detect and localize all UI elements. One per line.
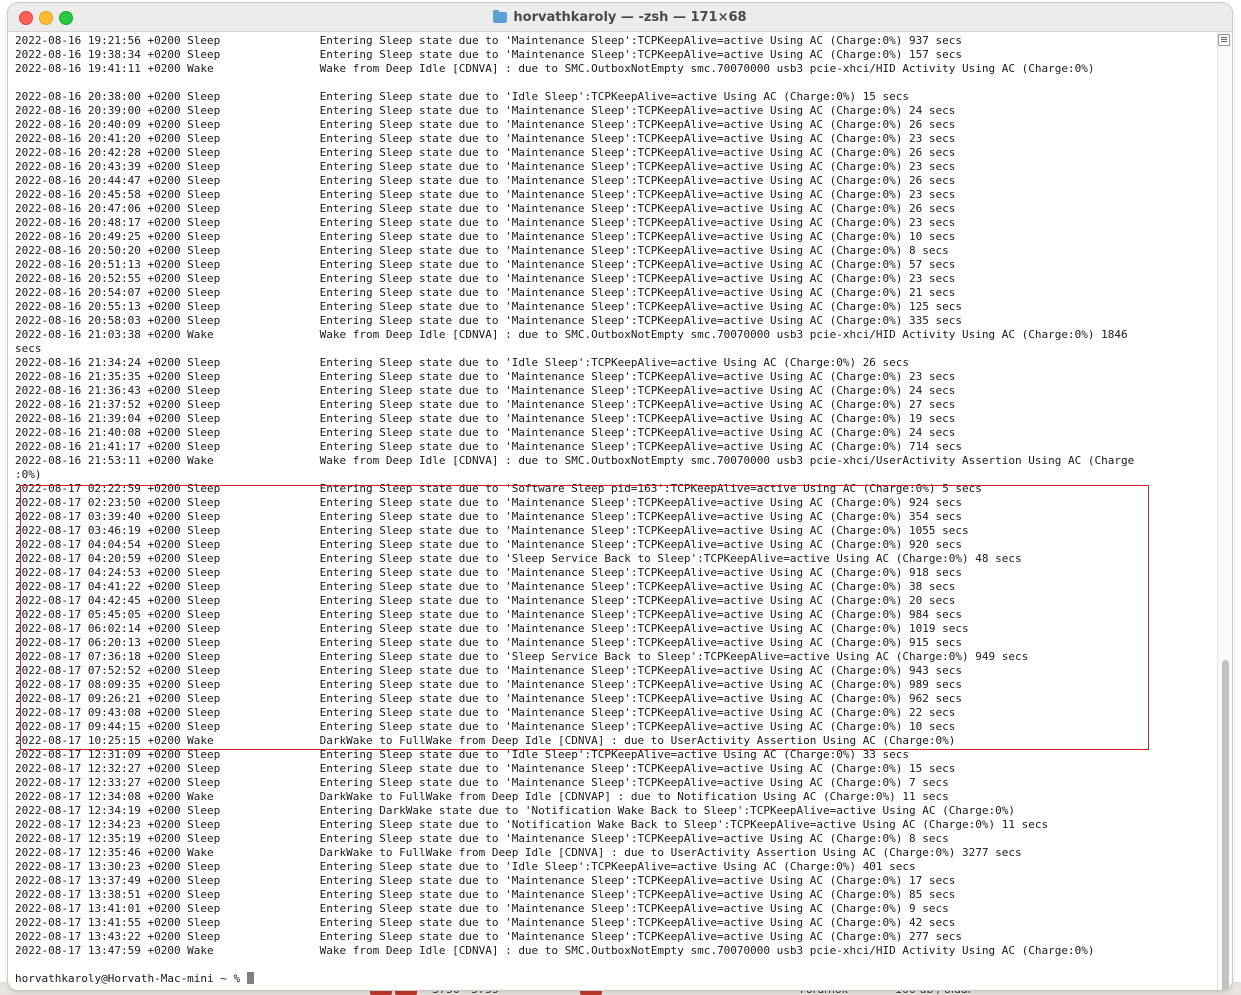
terminal-line: 2022-08-17 13:38:51 +0200 Sleep Entering Sleep state due to 'Maintenance Sleep':TCPKeepAlive=active Using AC (Charge:0%) 85 secs	[15, 888, 956, 901]
terminal-line: 2022-08-16 21:40:08 +0200 Sleep Entering Sleep state due to 'Maintenance Sleep':TCPKeepAlive=active Using AC (Charge:0%) 24 secs	[15, 426, 956, 439]
terminal-line: 2022-08-16 21:36:43 +0200 Sleep Entering Sleep state due to 'Maintenance Sleep':TCPKeepAlive=active Using AC (Charge:0%) 24 secs	[15, 384, 956, 397]
terminal-line: 2022-08-17 07:52:52 +0200 Sleep Entering Sleep state due to 'Maintenance Sleep':TCPKeepAlive=active Using AC (Charge:0%) 943 secs	[15, 664, 963, 677]
terminal-line: 2022-08-16 19:21:56 +0200 Sleep Entering Sleep state due to 'Maintenance Sleep':TCPKeepAlive=active Using AC (Charge:0%) 937 secs	[15, 34, 963, 47]
terminal-line: :0%)	[15, 468, 42, 481]
terminal-line: 2022-08-16 21:39:04 +0200 Sleep Entering Sleep state due to 'Maintenance Sleep':TCPKeepAlive=active Using AC (Charge:0%) 19 secs	[15, 412, 956, 425]
title-bar[interactable]	[8, 3, 1232, 32]
terminal-line: 2022-08-16 20:58:03 +0200 Sleep Entering Sleep state due to 'Maintenance Sleep':TCPKeepAlive=active Using AC (Charge:0%) 335 secs	[15, 314, 963, 327]
terminal-line: 2022-08-17 12:35:46 +0200 Wake DarkWake to FullWake from Deep Idle [CDNVA] : due to UserActivity Assertion Using AC (Charge:0%) 3277 secs	[15, 846, 1022, 859]
terminal-line: 2022-08-16 20:52:55 +0200 Sleep Entering Sleep state due to 'Maintenance Sleep':TCPKeepAlive=active Using AC (Charge:0%) 23 secs	[15, 272, 956, 285]
terminal-line: 2022-08-17 13:41:55 +0200 Sleep Entering Sleep state due to 'Maintenance Sleep':TCPKeepAlive=active Using AC (Charge:0%) 42 secs	[15, 916, 956, 929]
terminal-line: 2022-08-17 12:35:19 +0200 Sleep Entering Sleep state due to 'Maintenance Sleep':TCPKeepAlive=active Using AC (Charge:0%) 8 secs	[15, 832, 949, 845]
terminal-line: 2022-08-16 20:40:09 +0200 Sleep Entering Sleep state due to 'Maintenance Sleep':TCPKeepAlive=active Using AC (Charge:0%) 26 secs	[15, 118, 956, 131]
terminal-line: 2022-08-16 20:39:00 +0200 Sleep Entering Sleep state due to 'Maintenance Sleep':TCPKeepAlive=active Using AC (Charge:0%) 24 secs	[15, 104, 956, 117]
terminal-line: 2022-08-16 20:49:25 +0200 Sleep Entering Sleep state due to 'Maintenance Sleep':TCPKeepAlive=active Using AC (Charge:0%) 10 secs	[15, 230, 956, 243]
terminal-line: 2022-08-17 02:23:50 +0200 Sleep Entering Sleep state due to 'Maintenance Sleep':TCPKeepAlive=active Using AC (Charge:0%) 924 secs	[15, 496, 963, 509]
terminal-line: 2022-08-17 12:34:19 +0200 Sleep Entering DarkWake state due to 'Notification Wake Back to Sleep':TCPKeepAlive=active Using AC (Charge:0%)	[15, 804, 1016, 817]
terminal-line: 2022-08-17 12:32:27 +0200 Sleep Entering Sleep state due to 'Maintenance Sleep':TCPKeepAlive=active Using AC (Charge:0%) 15 secs	[15, 762, 956, 775]
terminal-line: 2022-08-16 21:41:17 +0200 Sleep Entering Sleep state due to 'Maintenance Sleep':TCPKeepAlive=active Using AC (Charge:0%) 714 secs	[15, 440, 963, 453]
terminal-line: 2022-08-17 09:44:15 +0200 Sleep Entering Sleep state due to 'Maintenance Sleep':TCPKeepAlive=active Using AC (Charge:0%) 10 secs	[15, 720, 956, 733]
shell-prompt[interactable]	[15, 972, 1218, 986]
terminal-line: 2022-08-16 20:51:13 +0200 Sleep Entering Sleep state due to 'Maintenance Sleep':TCPKeepAlive=active Using AC (Charge:0%) 57 secs	[15, 258, 956, 271]
scrollbar-thumb[interactable]	[1222, 660, 1229, 990]
terminal-line: 2022-08-17 04:04:54 +0200 Sleep Entering Sleep state due to 'Maintenance Sleep':TCPKeepAlive=active Using AC (Charge:0%) 920 secs	[15, 538, 963, 551]
terminal-line: 2022-08-16 20:48:17 +0200 Sleep Entering Sleep state due to 'Maintenance Sleep':TCPKeepAlive=active Using AC (Charge:0%) 23 secs	[15, 216, 956, 229]
terminal-line: 2022-08-17 04:20:59 +0200 Sleep Entering Sleep state due to 'Sleep Service Back to Sleep':TCPKeepAlive=active Using AC (Charge:0%) 48 secs	[15, 552, 1022, 565]
terminal-line: 2022-08-17 08:09:35 +0200 Sleep Entering Sleep state due to 'Maintenance Sleep':TCPKeepAlive=active Using AC (Charge:0%) 989 secs	[15, 678, 963, 691]
terminal-line: 2022-08-17 05:45:05 +0200 Sleep Entering Sleep state due to 'Maintenance Sleep':TCPKeepAlive=active Using AC (Charge:0%) 984 secs	[15, 608, 963, 621]
terminal-line: 2022-08-16 21:03:38 +0200 Wake Wake from Deep Idle [CDNVA] : due to SMC.OutboxNotEmpty smc.70070000 usb3 pcie-xhci/HID Activity Using AC (Charge:0%) 1846	[15, 328, 1128, 341]
terminal-line: 2022-08-17 12:31:09 +0200 Sleep Entering Sleep state due to 'Idle Sleep':TCPKeepAlive=active Using AC (Charge:0%) 33 secs	[15, 748, 910, 761]
terminal-window	[8, 3, 1232, 990]
marks-menu-icon[interactable]	[1218, 34, 1230, 46]
terminal-line: 2022-08-17 07:36:18 +0200 Sleep Entering Sleep state due to 'Sleep Service Back to Sleep':TCPKeepAlive=active Using AC (Charge:0%) 949 secs	[15, 650, 1029, 663]
terminal-line: 2022-08-17 12:34:23 +0200 Sleep Entering Sleep state due to 'Notification Wake Back to Sleep':TCPKeepAlive=active Using AC (Charge:0%) 11 secs	[15, 818, 1049, 831]
text-cursor	[247, 972, 254, 984]
vertical-scrollbar[interactable]	[1217, 32, 1232, 990]
terminal-line	[15, 76, 1218, 90]
terminal-line: 2022-08-17 12:34:08 +0200 Wake DarkWake to FullWake from Deep Idle [CDNVAP] : due to Notification Using AC (Charge:0%) 11 secs	[15, 790, 949, 803]
terminal-line: 2022-08-17 10:25:15 +0200 Wake DarkWake to FullWake from Deep Idle [CDNVA] : due to UserActivity Assertion Using AC (Charge:0%)	[15, 734, 956, 747]
terminal-line: 2022-08-17 03:46:19 +0200 Sleep Entering Sleep state due to 'Maintenance Sleep':TCPKeepAlive=active Using AC (Charge:0%) 1055 secs	[15, 524, 969, 537]
terminal-line: 2022-08-17 04:41:22 +0200 Sleep Entering Sleep state due to 'Maintenance Sleep':TCPKeepAlive=active Using AC (Charge:0%) 38 secs	[15, 580, 956, 593]
terminal-line: 2022-08-17 13:43:22 +0200 Sleep Entering Sleep state due to 'Maintenance Sleep':TCPKeepAlive=active Using AC (Charge:0%) 277 secs	[15, 930, 963, 943]
terminal-line: 2022-08-16 20:50:20 +0200 Sleep Entering Sleep state due to 'Maintenance Sleep':TCPKeepAlive=active Using AC (Charge:0%) 8 secs	[15, 244, 949, 257]
terminal-line: 2022-08-16 20:47:06 +0200 Sleep Entering Sleep state due to 'Maintenance Sleep':TCPKeepAlive=active Using AC (Charge:0%) 26 secs	[15, 202, 956, 215]
terminal-line: 2022-08-17 09:43:08 +0200 Sleep Entering Sleep state due to 'Maintenance Sleep':TCPKeepAlive=active Using AC (Charge:0%) 22 secs	[15, 706, 956, 719]
terminal-line: 2022-08-17 03:39:40 +0200 Sleep Entering Sleep state due to 'Maintenance Sleep':TCPKeepAlive=active Using AC (Charge:0%) 354 secs	[15, 510, 963, 523]
window-title-container	[8, 3, 1232, 31]
terminal-line: 2022-08-17 12:33:27 +0200 Sleep Entering Sleep state due to 'Maintenance Sleep':TCPKeepAlive=active Using AC (Charge:0%) 7 secs	[15, 776, 949, 789]
terminal-line: 2022-08-17 04:24:53 +0200 Sleep Entering Sleep state due to 'Maintenance Sleep':TCPKeepAlive=active Using AC (Charge:0%) 918 secs	[15, 566, 963, 579]
folder-icon	[493, 12, 507, 23]
terminal-line: 2022-08-16 20:43:39 +0200 Sleep Entering Sleep state due to 'Maintenance Sleep':TCPKeepAlive=active Using AC (Charge:0%) 23 secs	[15, 160, 956, 173]
terminal-line: 2022-08-17 06:02:14 +0200 Sleep Entering Sleep state due to 'Maintenance Sleep':TCPKeepAlive=active Using AC (Charge:0%) 1019 secs	[15, 622, 969, 635]
terminal-line: 2022-08-16 20:44:47 +0200 Sleep Entering Sleep state due to 'Maintenance Sleep':TCPKeepAlive=active Using AC (Charge:0%) 26 secs	[15, 174, 956, 187]
terminal-line: 2022-08-17 04:42:45 +0200 Sleep Entering Sleep state due to 'Maintenance Sleep':TCPKeepAlive=active Using AC (Charge:0%) 20 secs	[15, 594, 956, 607]
window-title: horvathkaroly — -zsh — 171×68	[513, 9, 747, 25]
terminal-line: 2022-08-16 21:35:35 +0200 Sleep Entering Sleep state due to 'Maintenance Sleep':TCPKeepAlive=active Using AC (Charge:0%) 23 secs	[15, 370, 956, 383]
terminal-line: 2022-08-16 20:45:58 +0200 Sleep Entering Sleep state due to 'Maintenance Sleep':TCPKeepAlive=active Using AC (Charge:0%) 23 secs	[15, 188, 956, 201]
terminal-line: 2022-08-16 19:41:11 +0200 Wake Wake from Deep Idle [CDNVA] : due to SMC.OutboxNotEmpty smc.70070000 usb3 pcie-xhci/HID Activity Using AC (Charge:0%)	[15, 62, 1095, 75]
terminal-line: 2022-08-16 20:41:20 +0200 Sleep Entering Sleep state due to 'Maintenance Sleep':TCPKeepAlive=active Using AC (Charge:0%) 23 secs	[15, 132, 956, 145]
terminal-line: secs	[15, 342, 42, 355]
terminal-line: 2022-08-16 20:54:07 +0200 Sleep Entering Sleep state due to 'Maintenance Sleep':TCPKeepAlive=active Using AC (Charge:0%) 21 secs	[15, 286, 956, 299]
terminal-line: 2022-08-16 20:42:28 +0200 Sleep Entering Sleep state due to 'Maintenance Sleep':TCPKeepAlive=active Using AC (Charge:0%) 26 secs	[15, 146, 956, 159]
terminal-line: 2022-08-16 21:34:24 +0200 Sleep Entering Sleep state due to 'Idle Sleep':TCPKeepAlive=active Using AC (Charge:0%) 26 secs	[15, 356, 910, 369]
terminal-line: 2022-08-17 06:20:13 +0200 Sleep Entering Sleep state due to 'Maintenance Sleep':TCPKeepAlive=active Using AC (Charge:0%) 915 secs	[15, 636, 963, 649]
terminal-line: 2022-08-17 09:26:21 +0200 Sleep Entering Sleep state due to 'Maintenance Sleep':TCPKeepAlive=active Using AC (Charge:0%) 962 secs	[15, 692, 963, 705]
terminal-line: 2022-08-16 19:38:34 +0200 Sleep Entering Sleep state due to 'Maintenance Sleep':TCPKeepAlive=active Using AC (Charge:0%) 157 secs	[15, 48, 963, 61]
terminal-line: 2022-08-16 21:53:11 +0200 Wake Wake from Deep Idle [CDNVA] : due to SMC.OutboxNotEmpty smc.70070000 usb3 pcie-xhci/UserActivity Assertion Using AC (Charge	[15, 454, 1135, 467]
terminal-line: 2022-08-17 13:47:59 +0200 Wake Wake from Deep Idle [CDNVA] : due to SMC.OutboxNotEmpty smc.70070000 usb3 pcie-xhci/HID Activity Using AC (Charge:0%)	[15, 944, 1095, 957]
terminal-line: 2022-08-17 13:41:01 +0200 Sleep Entering Sleep state due to 'Maintenance Sleep':TCPKeepAlive=active Using AC (Charge:0%) 9 secs	[15, 902, 949, 915]
highlight-annotation-box	[20, 485, 1149, 750]
prompt-text: horvathkaroly@Horvath-Mac-mini ~ %	[15, 972, 247, 985]
terminal-line: 2022-08-17 13:37:49 +0200 Sleep Entering Sleep state due to 'Maintenance Sleep':TCPKeepAlive=active Using AC (Charge:0%) 17 secs	[15, 874, 956, 887]
terminal-line: 2022-08-16 20:55:13 +0200 Sleep Entering Sleep state due to 'Maintenance Sleep':TCPKeepAlive=active Using AC (Charge:0%) 125 secs	[15, 300, 963, 313]
terminal-line: 2022-08-17 02:22:59 +0200 Sleep Entering Sleep state due to 'Software Sleep pid=163':TCPKeepAlive=active Using AC (Charge:0%) 5 secs	[15, 482, 982, 495]
terminal-line: 2022-08-17 13:30:23 +0200 Sleep Entering Sleep state due to 'Idle Sleep':TCPKeepAlive=active Using AC (Charge:0%) 401 secs	[15, 860, 916, 873]
terminal-line: 2022-08-16 20:38:00 +0200 Sleep Entering Sleep state due to 'Idle Sleep':TCPKeepAlive=active Using AC (Charge:0%) 15 secs	[15, 90, 910, 103]
terminal-line: 2022-08-16 21:37:52 +0200 Sleep Entering Sleep state due to 'Maintenance Sleep':TCPKeepAlive=active Using AC (Charge:0%) 27 secs	[15, 398, 956, 411]
